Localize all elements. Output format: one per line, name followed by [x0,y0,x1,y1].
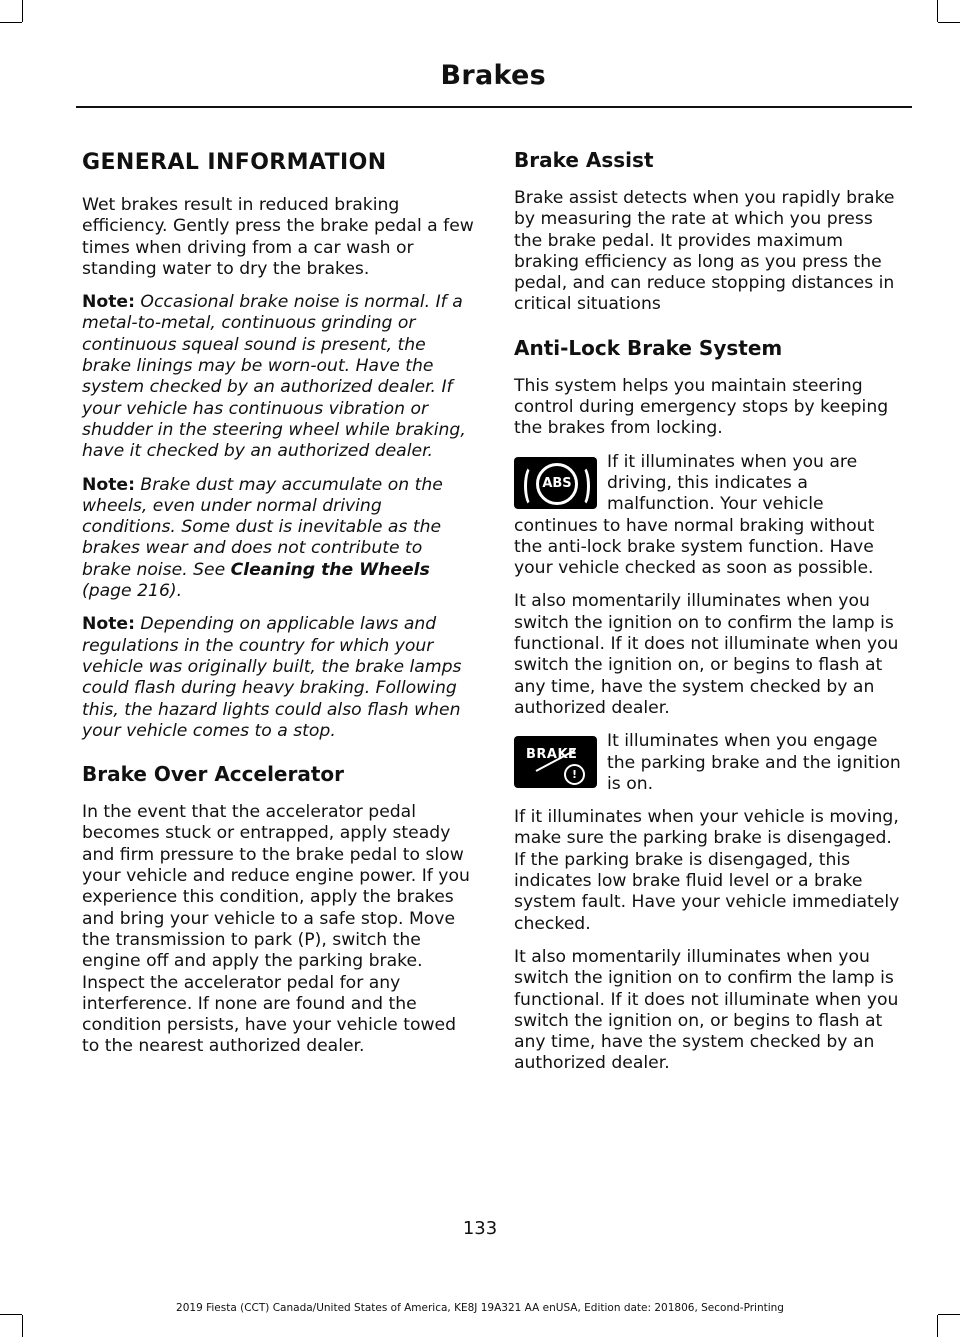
parking-brake-text: It illuminates when you engage the parking brake and the ignition is on. [607,731,901,794]
note-label: Note: [82,614,135,635]
brake-icon-exclamation: ! [564,764,585,785]
paragraph-brake-over-accelerator: In the event that the accelerator pedal becomes stuck or entrapped, apply steady and firm pressure to the brake pedal to slow your vehicle and reduce engine power. If you experience this condition, apply the brakes and bring your vehicle to a safe stop. Move the transmission to park (P), switch the engine off and apply the parking brake. Inspect the accelerator pedal for any interference. If none are found and the condition persists, have your vehicle towed to the nearest authorized dealer. [82,802,470,1057]
brake-icon-label: BRAKE [526,747,578,763]
paragraph-wet-brakes: Wet brakes result in reduced braking efficiency. Gently press the brake pedal a few times when driving from a car wash or standing water to dry the brakes. [82,195,474,279]
paragraph-brake-assist: Brake assist detects when you rapidly brake by measuring the rate at which you press the brake pedal. It provides maximum braking efficiency as long as you press the pedal, and can reduce stopping distances in critical situations [514,188,895,315]
note-text: Brake dust may accumulate on the wheels, even under normal driving conditions. Some dust is inevitable as the brakes wear and does not contribute to brake noise. See [82,474,443,580]
paragraph-abs-intro: This system helps you maintain steering control during emergency stops by keeping the brakes from locking. [514,375,889,439]
note-brake-noise [82,292,474,462]
crop-mark [937,0,938,22]
right-column [514,138,906,1087]
crop-mark [938,22,960,23]
section-heading-general-information: GENERAL INFORMATION [82,150,387,175]
cleaning-wheels-link[interactable]: Cleaning the Wheels [230,559,430,580]
crop-mark [0,22,22,23]
note-label: Note: [82,292,135,313]
abs-warning-icon [514,457,597,509]
paragraph-abs-ignition-check: It also momentarily illuminates when you switch the ignition on to confirm the lamp is functional. If it does not illuminate when you switch the ignition on, or begins to flash at any time, have the system checked by an authorized dealer. [514,591,899,718]
page-title: Brakes [440,60,546,91]
section-heading-anti-lock-brake-system: Anti-Lock Brake System [514,335,783,360]
crop-mark [938,1314,960,1315]
note-text: Depending on applicable laws and regulations in the country for which your vehicle was originally built, the brake lamps could flash during heavy braking. Following this, the hazard lights could also flash when your vehicle comes to a stop. [82,614,462,741]
paragraph-parking-brake [514,731,906,795]
paragraph-brake-ignition-check: It also momentarily illuminates when you switch the ignition on to confirm the lamp is functional. If it does not illuminate when you switch the ignition on, or begins to flash at any time, have the system checked by an authorized dealer. [514,946,899,1074]
paragraph-abs-malfunction [514,452,906,580]
section-heading-brake-assist: Brake Assist [514,148,654,172]
abs-malfunction-text: If it illuminates when you are driving, this indicates a malfunction. Your vehicle continues to have normal braking without the anti-lock brake system function. Have your vehicle checked as soon as possible. [514,451,875,579]
crop-mark [937,1315,938,1337]
note-text: Occasional brake noise is normal. If a metal-to-metal, continuous grinding or continuous squeal sound is present, the brake linings may be worn-out. Have the system checked by an authorized dealer. If your vehicle has continuous vibration or shudder in the steering wheel while braking, have it checked by an authorized dealer. [82,292,466,462]
note-brake-lamps [82,614,474,742]
brake-warning-icon [514,736,597,788]
page-reference: (page 216). [82,581,183,602]
paragraph-brake-moving: If it illuminates when your vehicle is moving, make sure the parking brake is disengaged. If the parking brake is disengaged, this indicates low brake fluid level or a brake system fault. Have your vehicle immediately checked. [514,807,900,934]
abs-arc-right [574,465,590,507]
abs-circle: ABS [536,463,578,505]
crop-mark [0,1314,22,1315]
header-divider [76,106,912,108]
note-brake-dust [82,475,474,603]
note-label: Note: [82,474,135,495]
crop-mark [22,1315,23,1337]
left-column [82,138,474,1070]
footer-edition-info: 2019 Fiesta (CCT) Canada/United States of America, KE8J 19A321 AA enUSA, Edition date: 201806, Second-Printing [176,1302,784,1314]
page-number: 133 [462,1218,498,1239]
crop-mark [22,0,23,22]
section-heading-brake-over-accelerator: Brake Over Accelerator [82,762,345,787]
